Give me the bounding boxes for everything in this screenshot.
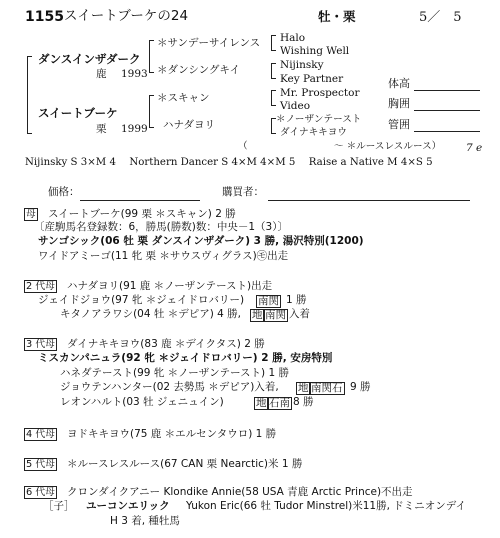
lot-number: 1155 [25,9,64,25]
dam-year: 1999 [121,123,148,135]
pedigree-extra: （ ～ ＊ルースレスルース） [238,141,442,152]
g6-line: クロンダイクアニー Klondike Annie(58 USA 青鹿 Arctic Prince)不出走 [67,486,413,498]
sex-color: 牡・栗 [318,9,356,24]
g2-line-2-end: 入着 [289,308,310,320]
g3-line-0: ダイナキキヨウ(83 鹿 ＊デイクタス) 2 勝 [67,338,265,350]
g4-tag: 4 代母 [26,429,55,440]
chest-field[interactable] [414,110,480,111]
dam-line-3: ワイドアミーゴ(11 牝 栗 ＊サウスヴィグラス)㋲出走 [38,250,289,262]
height-label: 体高 [388,77,410,90]
ggp-bracket-3 [271,90,276,106]
g2-badge-1: 南関 [258,295,279,307]
price-label: 価格： [48,186,80,198]
g3-line-4-wins: 8 勝 [293,396,314,408]
g3-line-3: ジョウテンハンター(02 去勢馬 ＊デピア)入着, [60,381,279,393]
g6-tag: 6 代母 [26,487,55,498]
g2-badge-3: 南関 [265,309,286,321]
sire-color: 鹿 [96,68,107,80]
chest-label: 胸囲 [388,97,410,110]
g5-tag: 5 代母 [26,459,55,470]
pedigree-code: 7 e [466,142,483,154]
g2-line-0: ハナダヨリ(91 鹿 ＊ノーザンテースト)出走 [67,280,273,292]
g5-line: ＊ルースレスルース(67 CAN 栗 Nearctic)米 1 勝 [67,458,303,470]
dam-tag: 母 [26,209,36,220]
g2-line-2: キタノアラワシ(04 牡 ＊デピア) 4 勝, [60,308,242,320]
horse-name: スイートブーケの24 [64,8,189,24]
g3-tag: 3 代母 [26,339,55,350]
g2-line-1: ジェイドジョウ(97 牝 ＊ジェイドロバリー) [38,294,245,306]
g2-tag: 2 代母 [26,281,55,292]
buyer-field[interactable] [268,200,470,201]
height-field[interactable] [414,90,480,91]
child-name: ユーコンエリック [86,500,170,512]
ggp-1: Wishing Well [280,45,350,57]
sire-line-bracket [149,40,154,73]
dam-line-bracket [149,95,154,128]
dam-color: 栗 [96,123,107,135]
dam-line-2: サンゴシック(06 牡 栗 ダンスインザダーク) 3 勝, 湯沢特別(1200) [38,235,364,247]
ggp-6: ＊ノーザンテースト [276,114,362,125]
dam-name: スイートブーケ [38,106,118,120]
dam-line-0: スイートブーケ(99 栗 ＊スキャン) 2 勝 [48,208,236,220]
g2-line-1-wins: 1 勝 [286,294,307,306]
child-tag: ［子］ [43,500,75,512]
g3-badge-3: 地 [256,397,267,409]
g3-line-4: レオンハルト(03 牡 ジェニュイン) [60,396,224,408]
ggp-5: Video [280,100,311,112]
dam-line-1: 〔産駒馬名登録数：6，勝馬(勝数)数：中央－1（3）〕 [34,221,288,233]
ggp-0: Halo [280,32,306,44]
inbreeding: Nijinsky S 3×M 4 Northern Dancer S 4×M 4×M 5 Raise a Native M 4×S 5 [25,157,433,168]
price-field[interactable] [80,200,200,201]
g2-badge-2: 地 [252,309,263,321]
ggp-3: Key Partner [280,73,344,85]
dam-dam: ハナダヨリ [163,119,215,131]
g3-badge-4: 石南 [269,397,290,409]
sire-dam: ＊ダンシングキイ [157,64,240,76]
ggp-bracket-1 [271,35,276,51]
sire-sire: ＊サンデーサイレンス [157,37,261,49]
ggp-7: ダイナキキヨウ [280,127,347,138]
child-detail: Yukon Eric(66 牡 Tudor Minstrel)米11勝, ドミニオンデイ [186,500,467,512]
g3-badge-1: 地 [298,382,309,394]
g3-line-2: ハネダテースト(99 牝 ＊ノーザンテースト) 1 勝 [60,367,290,379]
child-detail-2: H 3 着, 種牡馬 [110,515,180,527]
dam-sire: ＊スキャン [157,92,210,104]
sire-year: 1993 [121,68,148,80]
g3-badge-2: 南関石 [311,382,343,394]
g4-line: ヨドキキヨウ(75 鹿 ＊エルセンタウロ) 1 勝 [67,428,277,440]
buyer-label: 購買者： [222,186,264,198]
pedigree-bracket [27,56,32,134]
ggp-bracket-2 [271,63,276,79]
sire-name: ダンスインザダーク [38,52,141,66]
cannon-label: 管囲 [388,118,410,131]
sale-date: 5／ 5 [419,10,462,25]
g3-line-1: ミスカンパニュラ(92 牝 ＊ジェイドロバリー) 2 勝, 安房特別 [38,352,333,364]
ggp-2: Nijinsky [280,59,324,71]
g3-line-3-wins: 9 勝 [350,381,371,393]
cannon-field[interactable] [414,131,480,132]
ggp-4: Mr. Prospector [280,87,360,99]
